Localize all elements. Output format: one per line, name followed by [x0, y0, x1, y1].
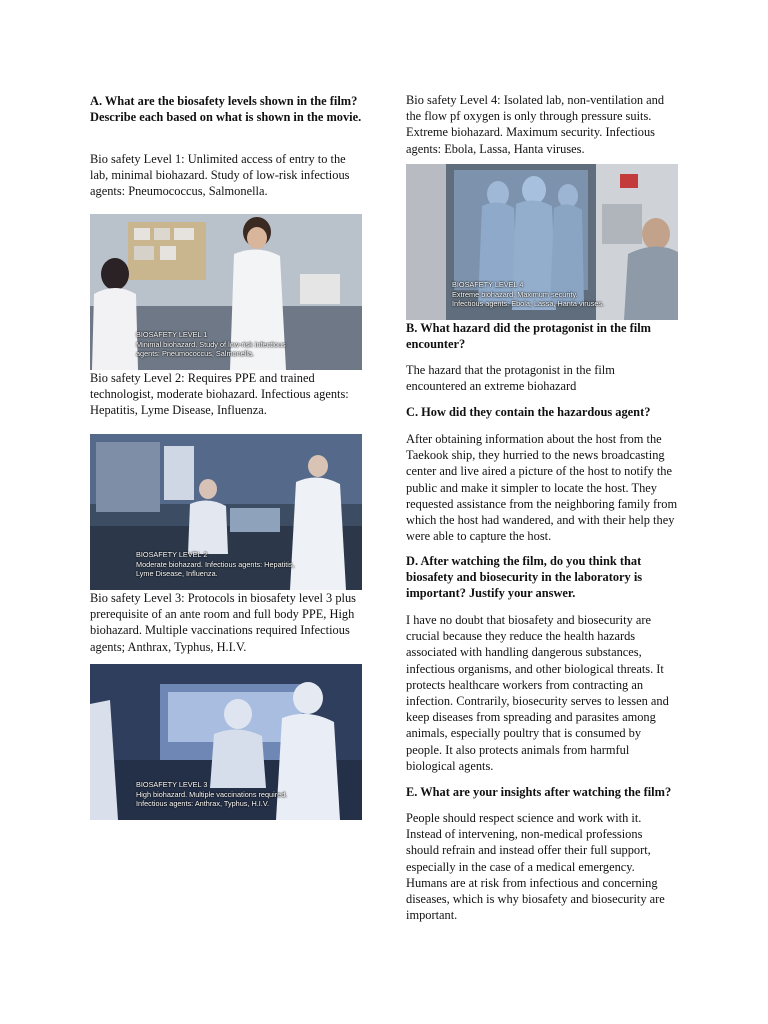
level1-caption-line2: Minimal biohazard. Study of low-risk infectious: [136, 339, 286, 349]
level2-caption-title: BIOSAFETY LEVEL 2: [136, 550, 208, 560]
level3-caption-line3: Infectious agents: Anthrax, Typhus, H.I.V.: [136, 798, 270, 808]
answer-c: After obtaining information about the host from the Taekook ship, they hurried to the news broadcasting center and live aired a picture of the host to notify the public and make it simpler to locate the host. They requested assistance from the neighboring family from which the host had wandered, and with their help they were able to capture the host.: [406, 432, 678, 544]
level2-caption: [136, 550, 354, 578]
answer-e: People should respect science and work with it. Instead of intervening, non-medical professions should refrain and instead offer their full support, especially in the case of a medical emergency. Humans are at risk from infectious and concerning diseases, which is why biosafety and biosecurity are important.: [406, 811, 665, 923]
level2-still-image: [90, 434, 362, 590]
answer-b: The hazard that the protagonist in the film encountered an extreme biohazard: [406, 363, 615, 394]
level1-caption-line3: agents: Pneumococcus, Salmonella.: [136, 348, 255, 358]
level3-still-image: [90, 664, 362, 820]
question-c: C. How did they contain the hazardous agent?: [406, 405, 651, 419]
level1-text: Bio safety Level 1: Unlimited access of entry to the lab, minimal biohazard. Study of low-risk infectious agents: Pneumococcus, Salmonella.: [90, 152, 350, 199]
question-b: B. What hazard did the protagonist in the film encounter?: [406, 321, 651, 352]
level1-still-image: [90, 214, 362, 370]
level1-caption-title: BIOSAFETY LEVEL 1: [136, 330, 208, 340]
answer-d: I have no doubt that biosafety and biosecurity are crucial because they reduce the health hazards associated with handling dangerous substances, infectious organisms, and other biological threats. It protects healthcare workers from contracting an infection. Contrarily, biosecurity serves to lessen and keep diseases from spreading and parasites among animals, especially poultry that is consumed by people. It also protects animals from harmful biological agents.: [406, 613, 669, 773]
level2-text: Bio safety Level 2: Requires PPE and trained technologist, moderate biohazard. Infectious agents: Hepatitis, Lyme Disease, Influenza.: [90, 371, 349, 418]
level2-caption-line2: Moderate biohazard. Infectious agents: Hepatitis,: [136, 559, 295, 569]
level1-caption: [136, 330, 354, 358]
question-e: E. What are your insights after watching the film?: [406, 785, 672, 799]
level4-caption-line3: Infectious agents: Ebola, Lassa, Hanta viruses.: [452, 298, 605, 308]
level3-caption-title: BIOSAFETY LEVEL 3: [136, 780, 208, 790]
question-d: D. After watching the film, do you think that biosafety and biosecurity in the laboratory is important? Justify your answer.: [406, 554, 643, 601]
level3-caption: [136, 780, 354, 808]
question-a: A. What are the biosafety levels shown in the film? Describe each based on what is shown in the movie.: [90, 94, 362, 125]
level4-still-image: [406, 164, 678, 320]
level3-caption-line2: High biohazard. Multiple vaccinations required.: [136, 789, 288, 799]
level4-caption-title: BIOSAFETY LEVEL 4: [452, 280, 524, 290]
level4-caption-line2: Extreme biohazard. Maximum security.: [452, 289, 578, 299]
level2-caption-line3: Lyme Disease, Influenza.: [136, 568, 218, 578]
level3-text: Bio safety Level 3: Protocols in biosafety level 3 plus prerequisite of an ante room and full body PPE, High biohazard. Multiple vaccinations required Infectious agents; Anthrax, Typhus, H.I.V.: [90, 591, 357, 654]
level4-text: Bio safety Level 4: Isolated lab, non-ventilation and the flow pf oxygen is only through pressure suits. Extreme biohazard. Maximum security. Infectious agents: Ebola, Lassa, Hanta viruses.: [406, 93, 665, 156]
level4-caption: [452, 280, 670, 308]
